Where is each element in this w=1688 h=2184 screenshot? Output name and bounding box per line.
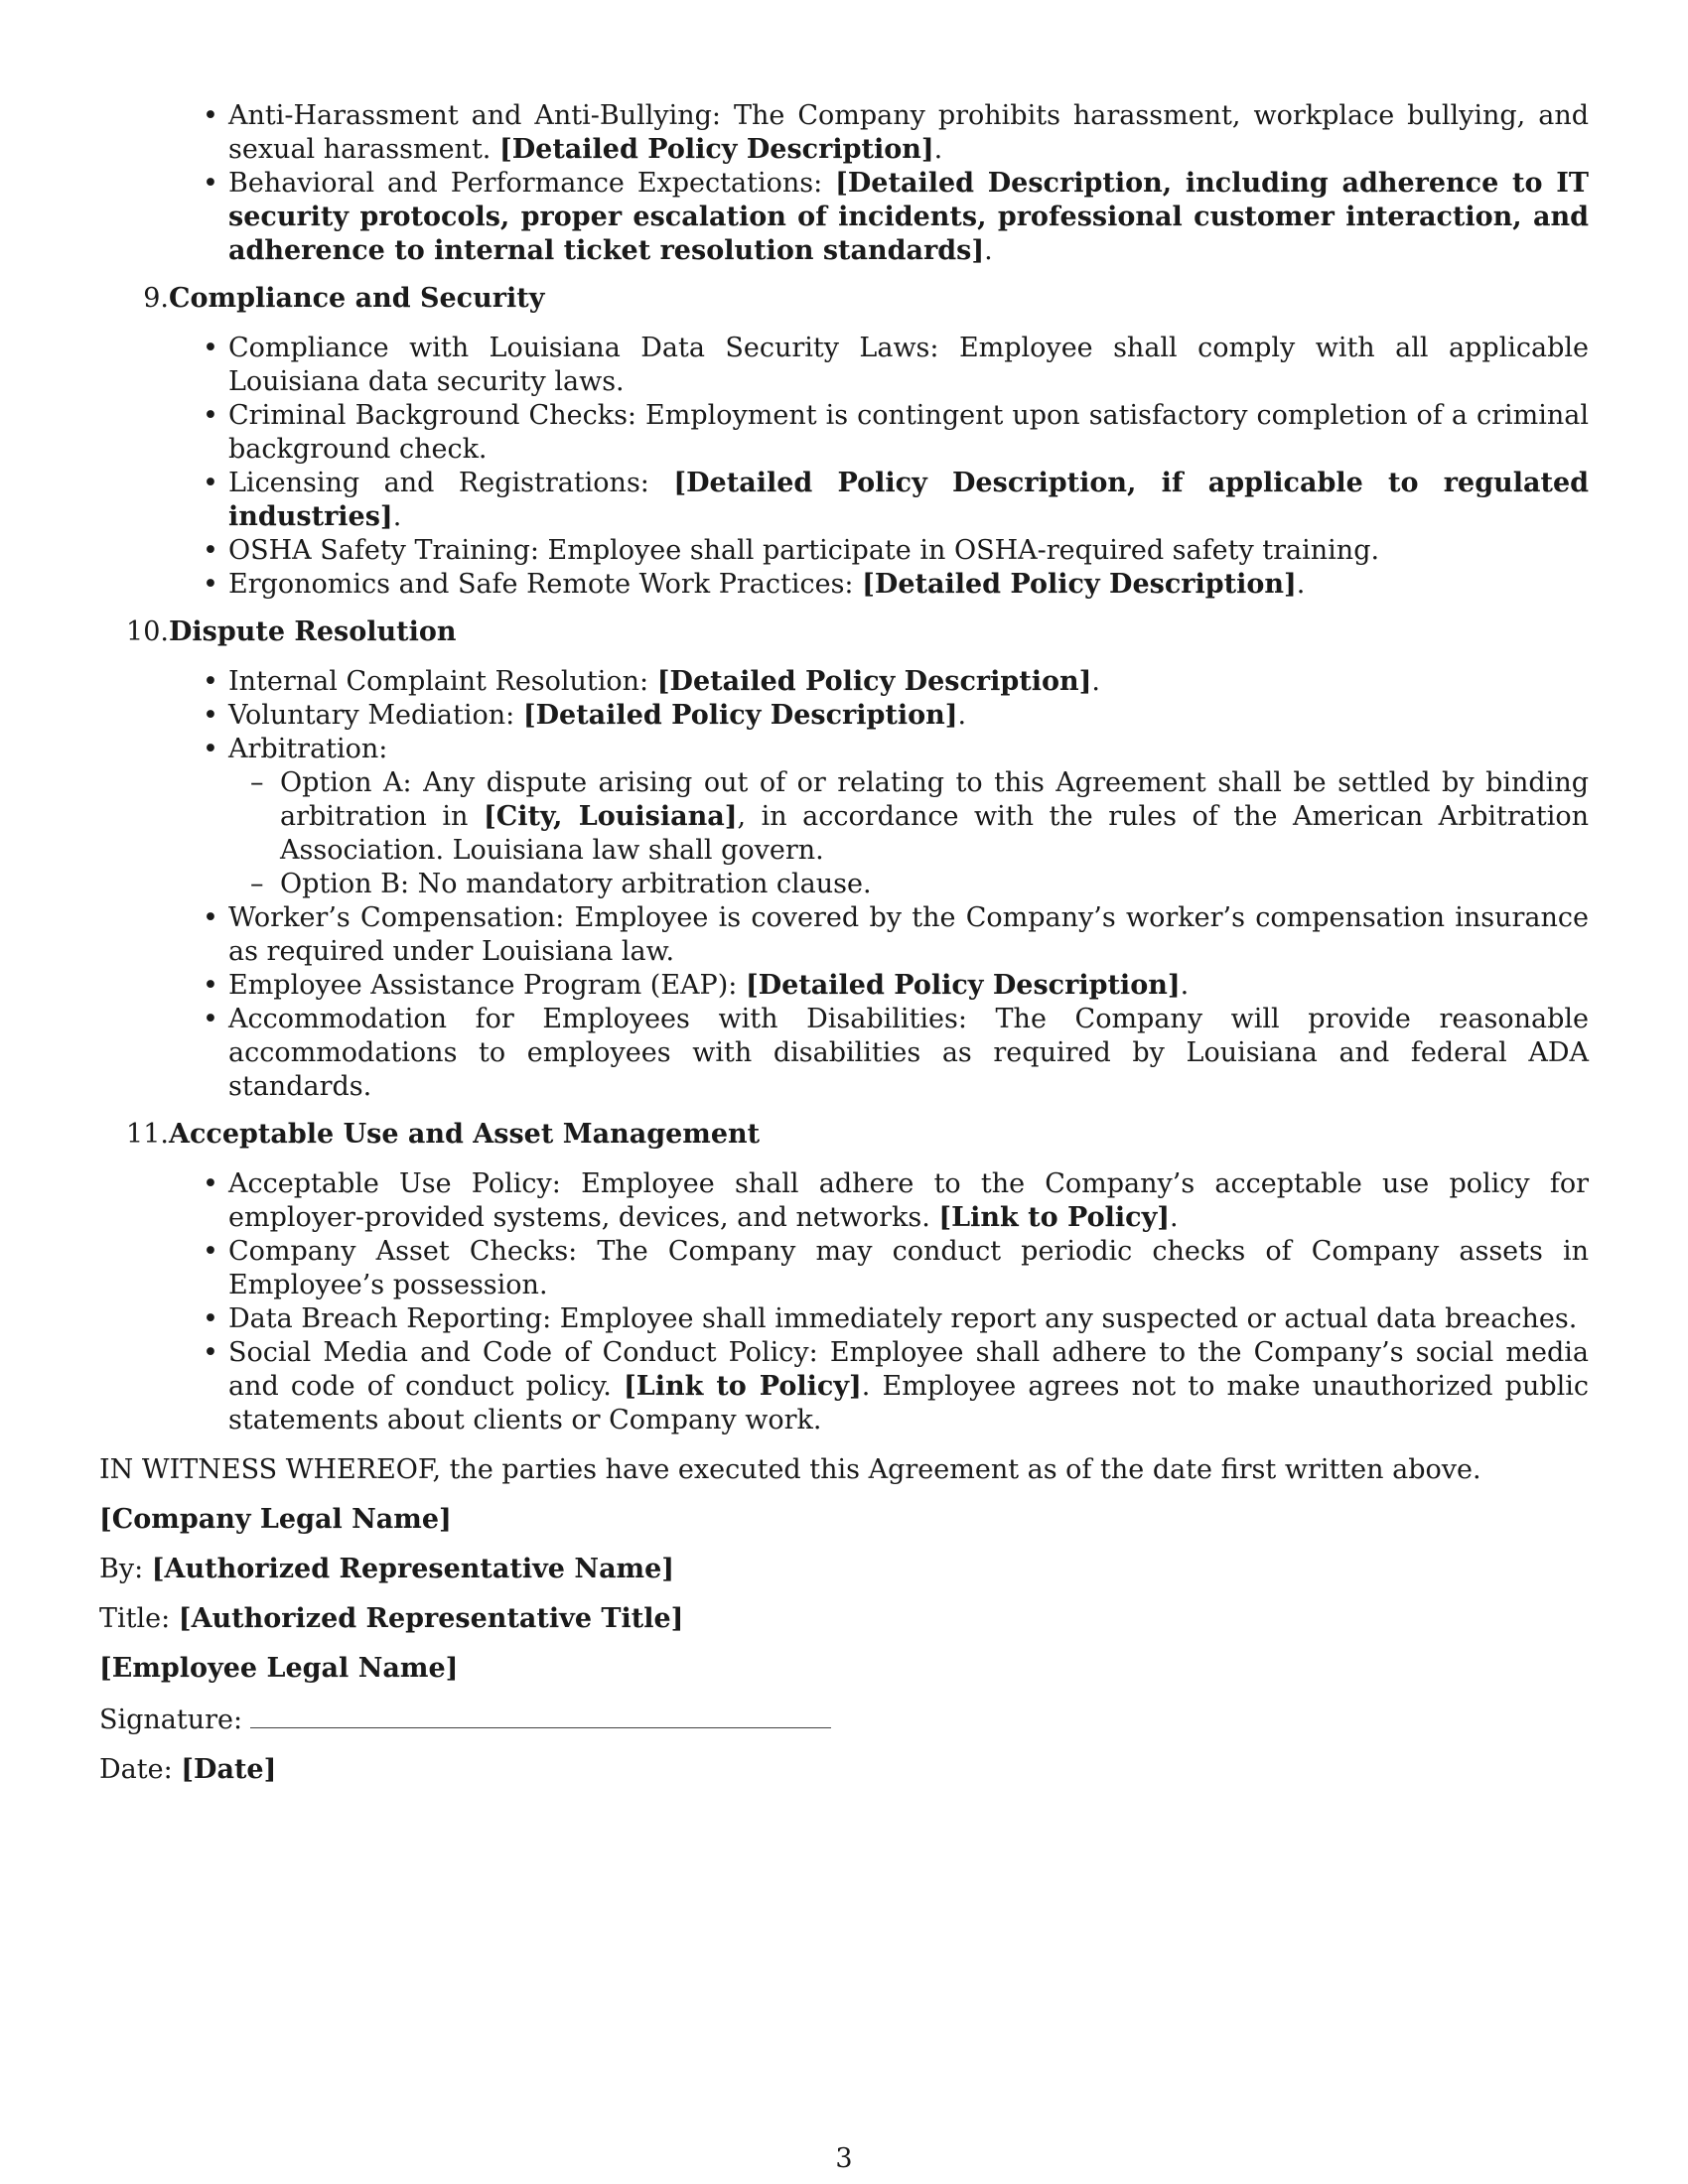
by-line: By: [Authorized Representative Name] <box>99 1554 675 1584</box>
section-title: Compliance and Security <box>169 283 545 314</box>
section-heading-compliance <box>99 282 1589 316</box>
list-item: • Employee Assistance Program (EAP): [Detailed Policy Description]. <box>228 969 1589 1003</box>
section-heading-dispute-resolution <box>99 615 1589 649</box>
list-item: • Worker’s Compensation: Employee is covered by the Company’s worker’s compensation insurance as required under Louisiana law. <box>228 901 1589 969</box>
list-item: • Company Asset Checks: The Company may conduct periodic checks of Company assets in Employee’s possession. <box>228 1235 1589 1302</box>
list-item: • Compliance with Louisiana Data Security Laws: Employee shall comply with all applicable Louisiana data security laws. <box>228 332 1589 399</box>
list-item: • Criminal Background Checks: Employment is contingent upon satisfactory completion of a criminal background check. <box>228 399 1589 467</box>
company-legal-name: [Company Legal Name] <box>99 1504 452 1535</box>
list-item: • OSHA Safety Training: Employee shall participate in OSHA-required safety training. <box>228 534 1589 568</box>
list-item: • Data Breach Reporting: Employee shall immediately report any suspected or actual data breaches. <box>228 1302 1589 1336</box>
list-item: • Voluntary Mediation: [Detailed Policy Description]. <box>228 699 1589 733</box>
signature-field[interactable] <box>250 1702 831 1728</box>
acceptable-use-list <box>99 1167 1589 1437</box>
arbitration-option: – Option B: No mandatory arbitration clause. <box>280 868 1589 901</box>
compliance-list <box>99 332 1589 602</box>
list-item: • Anti-Harassment and Anti-Bullying: The Company prohibits harassment, workplace bullying, and sexual harassment. [Detailed Policy Description]. <box>228 99 1589 167</box>
section-number: 9. <box>143 283 169 314</box>
title-line: Title: [Authorized Representative Title] <box>99 1603 684 1634</box>
list-item: • Licensing and Registrations: [Detailed Policy Description, if applicable to regulated industries]. <box>228 467 1589 534</box>
section-number: 10. <box>126 616 169 647</box>
section-number: 11. <box>126 1119 169 1150</box>
list-item: • Ergonomics and Safe Remote Work Practices: [Detailed Policy Description]. <box>228 568 1589 602</box>
employee-legal-name: [Employee Legal Name] <box>99 1653 459 1684</box>
list-item: • Accommodation for Employees with Disabilities: The Company will provide reasonable accommodations to employees with disabilities as required by Louisiana and federal ADA standards. <box>228 1003 1589 1104</box>
signature-line: Signature: <box>99 1702 1589 1737</box>
list-item: • Behavioral and Performance Expectations: [Detailed Description, including adherence to IT security protocols, proper escalation of incidents, professional customer interaction, and adherence to internal ticket resolution standards]. <box>228 167 1589 268</box>
section-heading-acceptable-use <box>99 1118 1589 1152</box>
arbitration-option: – Option A: Any dispute arising out of or relating to this Agreement shall be settled by binding arbitration in [City, Louisiana], in accordance with the rules of the American Arbitration Association. Louisiana law shall govern. <box>280 766 1589 868</box>
witness-clause: IN WITNESS WHEREOF, the parties have executed this Agreement as of the date first written above. <box>99 1454 1481 1485</box>
top-bullet-list <box>99 99 1589 268</box>
dispute-resolution-list <box>99 665 1589 1104</box>
page-number: 3 <box>835 2143 853 2174</box>
section-title: Dispute Resolution <box>169 616 457 647</box>
section-title: Acceptable Use and Asset Management <box>169 1119 761 1150</box>
list-item: • Social Media and Code of Conduct Policy: Employee shall adhere to the Company’s social media and code of conduct policy. [Link to Policy]. Employee agrees not to make unauthorized public statements about clients or Company work. <box>228 1336 1589 1437</box>
arbitration-options-list <box>228 766 1589 901</box>
list-item: • Acceptable Use Policy: Employee shall adhere to the Company’s acceptable use policy for employer-provided systems, devices, and networks. [Link to Policy]. <box>228 1167 1589 1235</box>
list-item: • Internal Complaint Resolution: [Detailed Policy Description]. <box>228 665 1589 699</box>
list-item: • Arbitration: – Option A: Any dispute arising out of or relating to this Agreement shall be settled by binding arbitration in [City, Louisiana], in accordance with the rules of the American Arbitration Association. Louisiana law shall govern. – Option B: No mandatory arbitration clause. <box>228 733 1589 901</box>
date-line: Date: [Date] <box>99 1754 277 1785</box>
document-page <box>99 99 1589 1787</box>
